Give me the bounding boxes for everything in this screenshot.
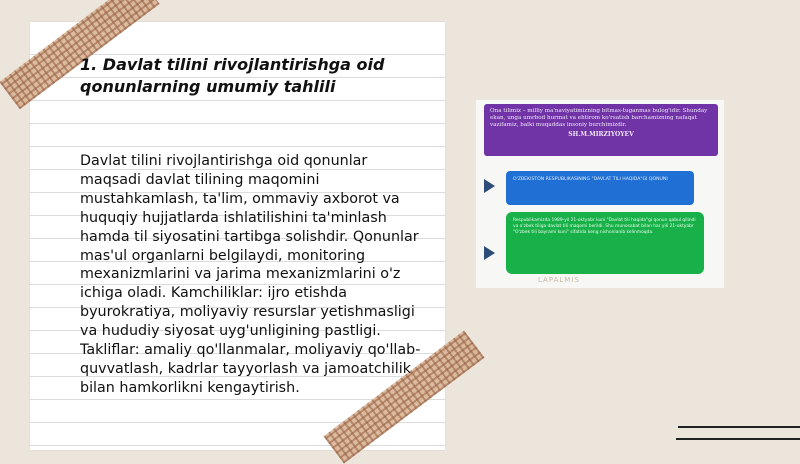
chevron-right-icon	[484, 246, 495, 260]
quote-box	[484, 104, 718, 156]
slide-body-text: Davlat tilini rivojlantirishga oid qonunlar maqsadi davlat tilining maqomini mustahkamlash, ta'lim, ommaviy axborot va huquqiy hujjatlarda ishlatilishini ta'minlash hamda til siyosatini tartibga solishdir. Qonunlar mas'ul organlarni belgilaydi, monitoring mexanizmlarini va jarima mexanizmlarini o'z ichiga oladi. Kamchiliklar: ijro etishda byurokratiya, moliyaviy resurslar yetishmasligi va hududiy siyosat uyg'unligining pastligi. Takliflar: amaliy qo'llanmalar, moliyaviy qo'llab-quvvatlash, kadrlar tayyorlash va jamoatchilik bilan hamkorlikni kengaytirish.	[80, 153, 421, 396]
law-title-box: O'ZBEKISTON RESPUBLIKASINING "DAVLAT TILI HAQIDA"GI QONUNI	[506, 171, 694, 205]
decorative-line	[678, 426, 800, 428]
slide-title: 1. Davlat tilini rivojlantirishga oid qonunlarning umumiy tahlili	[80, 55, 385, 96]
decorative-line	[676, 438, 800, 440]
quote-text: Ona tilimiz – milliy ma'naviyatimizning bitmas-tuganmas bulog'idir. Shunday ekan, unga umrbod hurmat va ehtirom ko'rsatish barchamizning nafaqat vazifamiz, balki muqaddas insoniy burchimizdir.	[490, 108, 708, 129]
law-description-box: Respublikamizda 1989-yil 21-oktyabr kuni "Davlat tili haqida"gi qonun qabul qilindi va o'zbek tiliga davlat tili maqomi berildi. Shu munosabat bilan har yili 21-oktyabr "O'zbek tili bayrami kuni" sifatida keng nishonlanib kelinmoqda.	[506, 212, 704, 274]
embedded-infographic-image	[476, 100, 724, 288]
quote-author: SH.M.MIRZIYOYEV	[568, 130, 634, 138]
chevron-right-icon	[484, 179, 495, 193]
image-watermark-caption: LAPALMIS	[538, 276, 580, 284]
